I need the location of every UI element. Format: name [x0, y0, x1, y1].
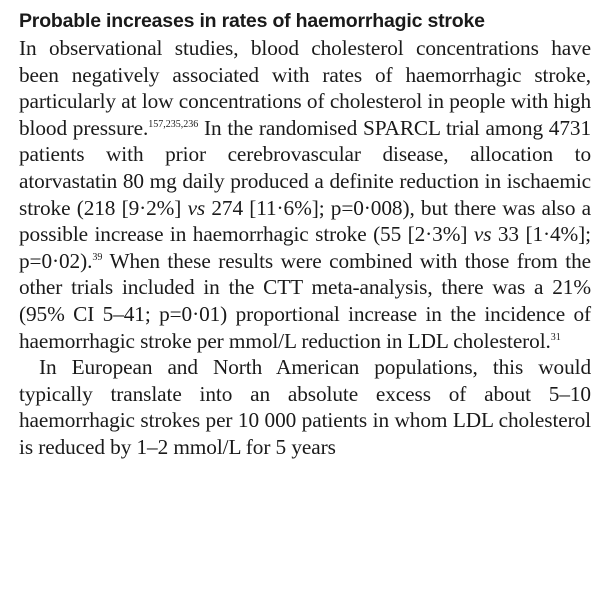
versus-italic-1: vs — [187, 195, 206, 220]
paragraph-1-text-2: In the randomised SPARCL trial among 4731 patients with prior cerebrovascular disease, allocation to atorvastatin 80 mg daily produced a definite reduction in ischaemic stroke (218 [9·2%] — [19, 115, 591, 220]
citation-ref-1: 157,235,236 — [148, 118, 199, 130]
citation-ref-2: 39 — [92, 251, 103, 263]
paragraph-1-text-3: 274 [11·6%]; p=0·008), but there was also a possible increase in haemorrhagic stroke (55 [2·3%] — [19, 195, 591, 247]
paragraph-1-text-4: 33 [1·4%]; p=0·02). — [19, 222, 591, 273]
section-heading: Probable increases in rates of haemorrhagic stroke — [19, 10, 485, 32]
paragraph-1-text-1: In observational studies, blood cholesterol concentrations have been negatively associated with rates of haemorrhagic stroke, particularly at low concentrations of cholesterol in people with high blood pressure. — [19, 36, 591, 140]
versus-italic-2: vs — [473, 222, 492, 247]
paragraph-1-text-5: When these results were combined with those from the other trials included in the CTT meta-analysis, there was a 21% (95% CI 5–41; p=0·01) proportional increase in the incidence of haemorrhagic stroke per mmol/L reduction in LDL cholesterol. — [19, 248, 591, 353]
citation-ref-3: 31 — [550, 331, 561, 343]
paragraph-2: In European and North American populations, this would typically translate into an absolute excess of about 5–10 haemorrhagic strokes per 10 000 patients in whom LDL cholesterol is reduced by 1–2 mmol/L for 5 years — [19, 355, 591, 459]
article-section — [19, 8, 591, 461]
paragraph-1 — [19, 35, 591, 354]
